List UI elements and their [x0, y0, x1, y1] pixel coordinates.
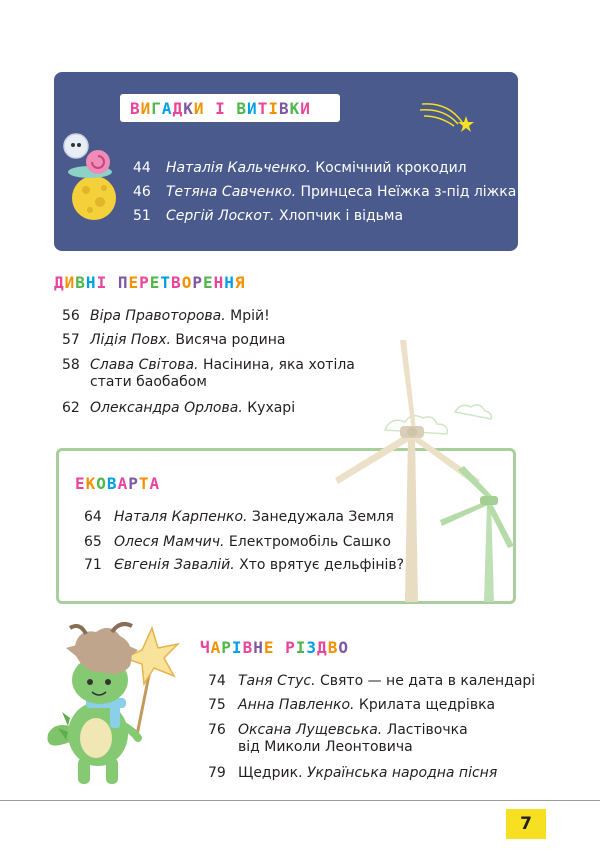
moon-snail-icon: [62, 130, 126, 222]
toc-title: Свято — не дата в календарі: [319, 673, 536, 689]
toc-page: 74: [208, 673, 226, 689]
toc-author: Оксана Лущевська.: [238, 722, 383, 738]
toc-page: 64: [84, 509, 102, 525]
toc-author: Олександра Орлова.: [90, 400, 243, 416]
toc-author: Анна Павленко.: [238, 697, 355, 713]
footer-divider: [0, 800, 600, 801]
toc-page: 62: [62, 400, 80, 416]
section-title-ekovarta: ЕКОВАРТА: [75, 474, 161, 493]
toc-page: 56: [62, 308, 80, 324]
toc-author: Наталя Карпенко.: [114, 509, 248, 525]
toc-page: 58: [62, 357, 80, 373]
goat-dragon-icon: [40, 622, 180, 792]
toc-title: Хто врятує дельфінів?: [239, 557, 405, 573]
toc-title: Щедрик.: [238, 765, 303, 781]
section-title-vygadky: ВИГАДКИ І ВИТІВКИ: [130, 99, 311, 118]
toc-author: Тетяна Савченко.: [166, 184, 297, 200]
toc-page: 75: [208, 697, 226, 713]
toc-title: Занедужала Земля: [251, 509, 394, 525]
toc-page: 79: [208, 765, 226, 781]
toc-title: Принцеса Неїжка з-під ліжка: [300, 184, 517, 200]
toc-page: 44: [133, 160, 151, 176]
toc-title: Електромобіль Сашко: [228, 534, 391, 550]
toc-page: 71: [84, 557, 102, 573]
section-vygadky-label: [120, 94, 340, 122]
toc-title: Мрій!: [230, 308, 270, 324]
toc-author: Слава Світова.: [90, 357, 199, 373]
toc-subtitle: Українська народна пісня: [306, 765, 498, 781]
toc-author: Таня Стус.: [238, 673, 316, 689]
toc-title-line2: від Миколи Леонтовича: [238, 739, 413, 755]
toc-page: 46: [133, 184, 151, 200]
toc-page: 51: [133, 208, 151, 224]
toc-page: 76: [208, 722, 226, 738]
toc-title: Крилата щедрівка: [358, 697, 496, 713]
toc-page: 65: [84, 534, 102, 550]
toc-title: Хлопчик і відьма: [278, 208, 404, 224]
toc-title: Кухарі: [247, 400, 296, 416]
toc-title-line2: стати баобабом: [90, 374, 207, 390]
toc-page: 57: [62, 332, 80, 348]
toc-title: Космічний крокодил: [315, 160, 467, 176]
toc-title: Висяча родина: [175, 332, 286, 348]
page-number-badge: 7: [506, 809, 546, 839]
toc-author: Наталія Кальченко.: [166, 160, 311, 176]
toc-title: Насінина, яка хотіла: [202, 357, 355, 373]
section-title-rizdvo: ЧАРІВНЕ РІЗДВО: [200, 638, 349, 657]
toc-title: Ластівочка: [386, 722, 468, 738]
toc-author: Лідія Повх.: [90, 332, 171, 348]
section-title-dyvni: ДИВНІ ПЕРЕТВОРЕННЯ: [54, 273, 246, 292]
toc-author: Євгенія Завалій.: [114, 557, 235, 573]
toc-author: Віра Правоторова.: [90, 308, 226, 324]
toc-author: Олеся Мамчич.: [114, 534, 225, 550]
shooting-star-icon: [418, 96, 478, 136]
toc-author: Сергій Лоскот.: [166, 208, 275, 224]
